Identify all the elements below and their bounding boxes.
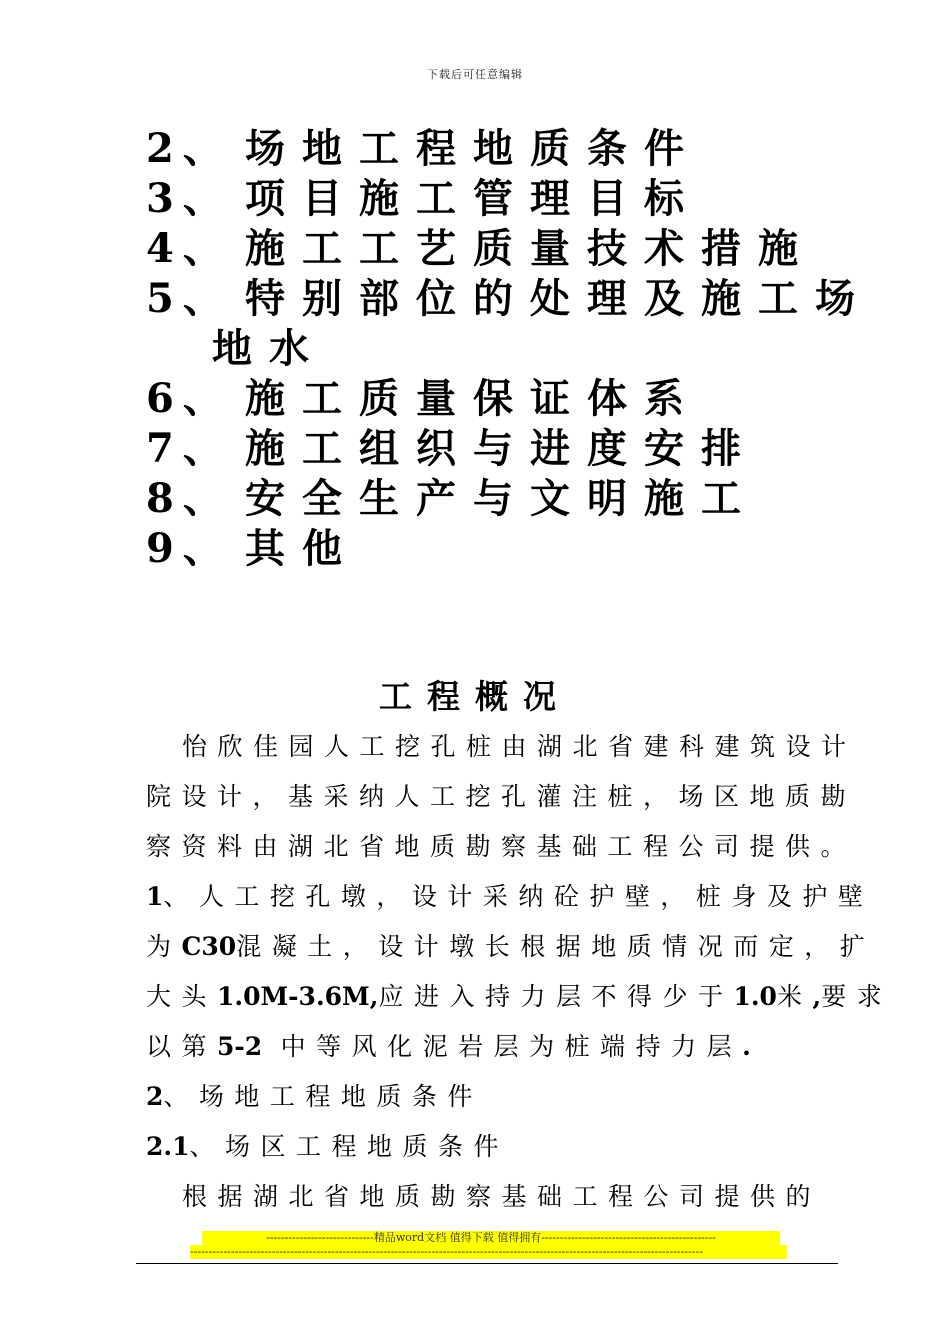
punctuation: .: [742, 1032, 751, 1061]
footer-line: -----------------------------精品word文档 值得下载 值得拥有-----------------------------------------------: [202, 1231, 780, 1245]
line-text: 、人工挖孔墩，设计采纳砼护壁，桩身及护壁: [163, 882, 874, 911]
toc-item: [146, 274, 872, 324]
toc-text: 安全生产与文明施工: [245, 475, 758, 522]
toc-number: 6、: [146, 375, 232, 422]
line-text: 以第: [146, 1032, 218, 1061]
paragraph-line: [146, 872, 874, 922]
body-text: [146, 722, 893, 1222]
toc-text: 施工工艺质量技术措施: [245, 225, 815, 272]
subheading: [146, 1072, 836, 1122]
heading-number: 2.1: [146, 1132, 190, 1161]
toc-item: [146, 124, 836, 174]
line-text: 米: [776, 982, 813, 1011]
footer-line: ------------------------------------------------------------------------------------------------------------------------------------------: [190, 1245, 787, 1259]
footer-divider: [136, 1263, 838, 1264]
line-text: 中等风化泥岩层为桩端持力层: [262, 1032, 743, 1061]
heading-text: 、场地工程地质条件: [163, 1082, 483, 1111]
line-text: 大头: [146, 982, 218, 1011]
toc-number: 4、: [146, 225, 232, 272]
line-text: 要求: [821, 982, 893, 1011]
paragraph-line: [146, 922, 876, 972]
subheading: [146, 1122, 836, 1172]
toc-item: [146, 524, 836, 574]
toc-number: 5、: [146, 275, 232, 322]
paragraph-line: 院设计，基采纳人工挖孔灌注桩，场区地质勘: [146, 782, 857, 811]
size-range: 1.0M-3.6M,: [217, 982, 379, 1011]
toc-number: 7、: [146, 425, 232, 472]
toc-number: 2、: [146, 125, 232, 172]
toc-item: [146, 474, 836, 524]
punctuation: ,: [812, 982, 822, 1011]
paragraph-line: 怡欣佳园人工挖孔桩由湖北省建科建筑设计: [182, 732, 857, 761]
line-text: 应进入持力层不得少于: [378, 982, 734, 1011]
toc-number: 8、: [146, 475, 232, 522]
depth-value: 1.0: [733, 982, 777, 1011]
section-title: 工程概况: [379, 677, 571, 716]
paragraph-line: [146, 1022, 836, 1072]
layer-number: 5-2: [217, 1032, 263, 1061]
item-number: 1: [146, 882, 164, 911]
toc-item: [146, 174, 836, 224]
heading-text: 、场区工程地质条件: [189, 1132, 510, 1161]
toc-text: 其他: [245, 525, 359, 572]
paragraph-line: 根据湖北省地质勘察基础工程公司提供的: [182, 1182, 822, 1211]
toc-number: 9、: [146, 525, 232, 572]
toc-text: 项目施工管理目标: [245, 175, 701, 222]
toc-item: [146, 424, 836, 474]
paragraph-line: 察资料由湖北省地质勘察基础工程公司提供。: [146, 832, 857, 861]
toc-text: 施工组织与进度安排: [245, 425, 758, 472]
footer-banner: [190, 1231, 785, 1259]
toc-text: 施工质量保证体系: [245, 375, 701, 422]
line-text: 混凝土，设计墩长根据地质情况而定，扩: [236, 932, 876, 961]
toc-item-continuation: 地水: [212, 325, 326, 372]
toc-item: [146, 224, 836, 274]
line-text: 为: [146, 932, 182, 961]
header-note: 下载后可任意编辑: [427, 68, 523, 81]
table-of-contents: [146, 124, 872, 574]
toc-number: 3、: [146, 175, 232, 222]
concrete-grade: C30: [181, 932, 237, 961]
toc-text: 场地工程地质条件: [245, 125, 701, 172]
heading-number: 2: [146, 1082, 164, 1111]
toc-item: [146, 374, 836, 424]
paragraph-line: [146, 972, 893, 1022]
toc-text: 特别部位的处理及施工场: [245, 275, 872, 322]
